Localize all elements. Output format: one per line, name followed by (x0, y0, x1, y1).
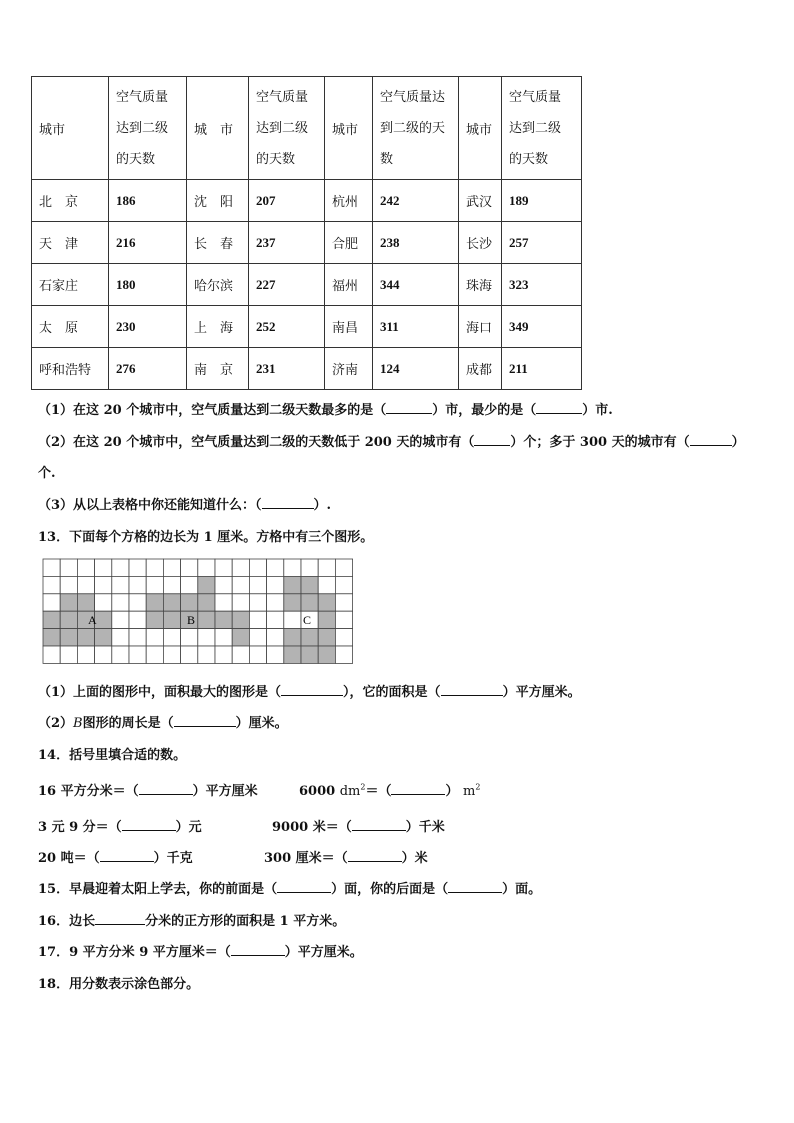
q18: 18．用分数表示涂色部分。 (38, 977, 200, 992)
grid-cell (267, 646, 284, 663)
grid-cell (43, 646, 60, 663)
grid-cell (129, 576, 146, 593)
grid-cell-shaded (146, 594, 163, 611)
grid-cell (95, 594, 112, 611)
grid-cell (181, 646, 198, 663)
table-row (32, 222, 582, 264)
grid-cell (112, 594, 129, 611)
grid-cell-shaded (318, 594, 335, 611)
days-cell: 231 (249, 348, 325, 390)
answer-blank[interactable] (391, 781, 445, 795)
days-cell: 242 (373, 180, 459, 222)
grid-cell (181, 629, 198, 646)
grid-cell-shaded (284, 576, 301, 593)
grid-cell (335, 611, 352, 628)
answer-blank[interactable] (100, 848, 154, 862)
city-cell: 北 京 (32, 180, 109, 222)
days-cell: 276 (109, 348, 187, 390)
answer-blank[interactable] (352, 817, 406, 831)
grid-cell (215, 559, 232, 576)
header-city-4: 城市 (459, 77, 502, 180)
grid-cell (198, 629, 215, 646)
grid-cell-shaded (163, 594, 180, 611)
grid-cell (43, 559, 60, 576)
q17: 17．9 平方分米 9 平方厘米＝（ ）平方厘米。 (38, 941, 363, 960)
grid-cell-shaded (198, 576, 215, 593)
grid-cell (163, 559, 180, 576)
grid-cell (95, 646, 112, 663)
grid-cell (77, 646, 94, 663)
answer-blank[interactable] (690, 432, 732, 446)
grid-cell (232, 576, 249, 593)
city-cell: 长沙 (459, 222, 502, 264)
table-row (32, 348, 582, 390)
days-cell: 237 (249, 222, 325, 264)
city-cell: 济南 (325, 348, 373, 390)
grid-cell-shaded (60, 629, 77, 646)
grid-cell (267, 559, 284, 576)
answer-blank[interactable] (231, 942, 285, 956)
q14-item-a: 16 平方分米＝（ ）平方厘米 (38, 780, 258, 799)
city-cell: 海口 (459, 306, 502, 348)
q13-part1: （1）上面的图形中，面积最大的图形是（ ），它的面积是（ ）平方厘米。 (38, 681, 581, 700)
grid-cell (301, 559, 318, 576)
grid-cell (146, 559, 163, 576)
answer-blank[interactable] (95, 911, 145, 925)
days-cell: 211 (502, 348, 582, 390)
q13-title: 13．下面每个方格的边长为 1 厘米。方格中有三个图形。 (38, 530, 374, 545)
grid-cell (146, 576, 163, 593)
grid-cell (249, 611, 266, 628)
city-cell: 福州 (325, 264, 373, 306)
q14-item-d: 9000 米＝（ ）千米 (272, 816, 445, 835)
header-city-1: 城市 (32, 77, 109, 180)
q14-item-c: 3 元 9 分＝（ ）元 (38, 816, 202, 835)
grid-cell (112, 629, 129, 646)
grid-cell (129, 594, 146, 611)
city-cell: 南 京 (187, 348, 249, 390)
header-days-2: 空气质量 达到二级 的天数 (249, 77, 325, 180)
table-row (32, 306, 582, 348)
grid-cell-shaded (43, 611, 60, 628)
city-cell: 上 海 (187, 306, 249, 348)
grid-cell-shaded (301, 646, 318, 663)
grid-cell-shaded (181, 594, 198, 611)
grid-cell-shaded (301, 594, 318, 611)
air-quality-table (31, 76, 582, 390)
grid-cell (129, 646, 146, 663)
q14-item-e: 20 吨＝（ ）千克 (38, 847, 193, 866)
grid-cell-shaded (43, 629, 60, 646)
grid-cell (198, 646, 215, 663)
grid-cell (77, 576, 94, 593)
grid-cell (267, 576, 284, 593)
grid-cell-shaded (60, 611, 77, 628)
grid-cell (95, 559, 112, 576)
answer-blank[interactable] (448, 879, 502, 893)
answer-blank[interactable] (174, 713, 236, 727)
days-cell: 311 (373, 306, 459, 348)
grid-cell (112, 576, 129, 593)
grid-cells (43, 559, 353, 663)
answer-blank[interactable] (441, 682, 503, 696)
grid-cell (43, 576, 60, 593)
grid-cell (232, 594, 249, 611)
city-cell: 长 春 (187, 222, 249, 264)
header-days-3: 空气质量达 到二级的天 数 (373, 77, 459, 180)
table-row (32, 180, 582, 222)
grid-cell (335, 559, 352, 576)
grid-cell-shaded (318, 629, 335, 646)
q12-part3: （3）从以上表格中你还能知道什么：（ ）. (38, 494, 331, 513)
city-cell: 武汉 (459, 180, 502, 222)
header-days-1: 空气质量 达到二级 的天数 (109, 77, 187, 180)
grid-cell (318, 576, 335, 593)
grid-cell (60, 559, 77, 576)
days-cell: 186 (109, 180, 187, 222)
grid-cell-shaded (77, 629, 94, 646)
grid-cell (335, 629, 352, 646)
grid-cell-shaded (301, 576, 318, 593)
grid-cell (163, 629, 180, 646)
grid-cell (146, 646, 163, 663)
grid-cell (43, 594, 60, 611)
grid-cell (146, 629, 163, 646)
city-cell: 杭州 (325, 180, 373, 222)
shape-b-ref: B (73, 716, 83, 731)
q16: 16．边长 分米的正方形的面积是 1 平方米。 (38, 910, 345, 929)
q12-part2: （2）在这 20 个城市中，空气质量达到二级的天数低于 200 天的城市有（ ）个；多于 300 天的城市有（ ） (38, 431, 745, 450)
grid-cell-shaded (198, 611, 215, 628)
grid-cell-shaded (301, 629, 318, 646)
grid-cell (215, 576, 232, 593)
city-cell: 成都 (459, 348, 502, 390)
days-cell: 207 (249, 180, 325, 222)
grid-cell (112, 611, 129, 628)
grid-cell-shaded (284, 629, 301, 646)
grid-cell (335, 646, 352, 663)
grid-cell-shaded (284, 646, 301, 663)
answer-blank[interactable] (348, 848, 402, 862)
grid-cell (129, 611, 146, 628)
days-cell: 227 (249, 264, 325, 306)
grid-cell (249, 594, 266, 611)
grid-cell (129, 629, 146, 646)
q14-item-f: 300 厘米＝（ ）米 (264, 847, 428, 866)
days-cell: 252 (249, 306, 325, 348)
city-cell: 珠海 (459, 264, 502, 306)
shape-label-b: B (187, 613, 196, 627)
grid-cell (267, 611, 284, 628)
city-cell: 沈 阳 (187, 180, 249, 222)
answer-blank[interactable] (536, 400, 582, 414)
grid-cell-shaded (215, 611, 232, 628)
grid-cell-shaded (318, 646, 335, 663)
days-cell: 230 (109, 306, 187, 348)
grid-cell-shaded (232, 629, 249, 646)
answer-blank[interactable] (139, 781, 193, 795)
answer-blank[interactable] (474, 432, 510, 446)
grid-cell-shaded (318, 611, 335, 628)
grid-cell (198, 559, 215, 576)
grid-cell (181, 559, 198, 576)
days-cell: 257 (502, 222, 582, 264)
grid-cell (232, 646, 249, 663)
days-cell: 238 (373, 222, 459, 264)
grid-cell (129, 559, 146, 576)
answer-blank[interactable] (281, 682, 343, 696)
grid-cell (215, 594, 232, 611)
q12-part1: （1）在这 20 个城市中，空气质量达到二级天数最多的是（ ）市，最少的是（ ）市. (38, 399, 613, 418)
grid-cell (335, 594, 352, 611)
table-header-row (32, 77, 582, 180)
answer-blank[interactable] (386, 400, 432, 414)
grid-cell (284, 611, 301, 628)
grid-cell (77, 559, 94, 576)
grid-cell (215, 629, 232, 646)
q12-part2-cont: 个. (38, 466, 56, 481)
days-cell: 349 (502, 306, 582, 348)
answer-blank[interactable] (277, 879, 331, 893)
q15: 15．早晨迎着太阳上学去，你的前面是（ ）面，你的后面是（ ）面。 (38, 878, 541, 897)
q14-item-b: 6000 $dm^2=$（ ） $m^2$ (299, 782, 481, 799)
grid-cell (95, 576, 112, 593)
answer-blank[interactable] (122, 817, 176, 831)
shape-label-c: C (303, 613, 312, 627)
days-cell: 216 (109, 222, 187, 264)
days-cell: 180 (109, 264, 187, 306)
grid-cell (215, 646, 232, 663)
days-cell: 124 (373, 348, 459, 390)
grid-cell (284, 559, 301, 576)
grid-cell-shaded (284, 594, 301, 611)
q13-part2: （2）B图形的周长是（ ）厘米。 (38, 712, 288, 731)
grid-cell (249, 646, 266, 663)
days-cell: 323 (502, 264, 582, 306)
grid-cell-shaded (198, 594, 215, 611)
header-city-2: 城 市 (187, 77, 249, 180)
grid-cell-shaded (232, 611, 249, 628)
grid-cell-shaded (77, 594, 94, 611)
grid-cell-shaded (95, 629, 112, 646)
grid-cell-shaded (163, 611, 180, 628)
grid-cell (112, 646, 129, 663)
grid-cell (112, 559, 129, 576)
grid-cell (163, 576, 180, 593)
grid-cell (249, 629, 266, 646)
city-cell: 合肥 (325, 222, 373, 264)
city-cell: 石家庄 (32, 264, 109, 306)
grid-cell (60, 576, 77, 593)
grid-cell (267, 629, 284, 646)
grid-cell-shaded (60, 594, 77, 611)
header-city-3: 城市 (325, 77, 373, 180)
grid-cell-shaded (146, 611, 163, 628)
grid-cell (232, 559, 249, 576)
grid-cell (335, 576, 352, 593)
days-cell: 344 (373, 264, 459, 306)
grid-cell-shaded (95, 611, 112, 628)
days-cell: 189 (502, 180, 582, 222)
grid-cell (163, 646, 180, 663)
table-row (32, 264, 582, 306)
grid-cell (249, 576, 266, 593)
answer-blank[interactable] (262, 495, 314, 509)
grid-cell (60, 646, 77, 663)
city-cell: 呼和浩特 (32, 348, 109, 390)
city-cell: 太 原 (32, 306, 109, 348)
grid-cell (318, 559, 335, 576)
city-cell: 哈尔滨 (187, 264, 249, 306)
q14-title: 14．括号里填合适的数。 (38, 748, 187, 763)
header-days-4: 空气质量 达到二级 的天数 (502, 77, 582, 180)
square-grid (42, 558, 354, 664)
grid-cell (267, 594, 284, 611)
shape-label-a: A (88, 613, 97, 627)
city-cell: 南昌 (325, 306, 373, 348)
grid-cell (249, 559, 266, 576)
grid-cell (181, 576, 198, 593)
city-cell: 天 津 (32, 222, 109, 264)
